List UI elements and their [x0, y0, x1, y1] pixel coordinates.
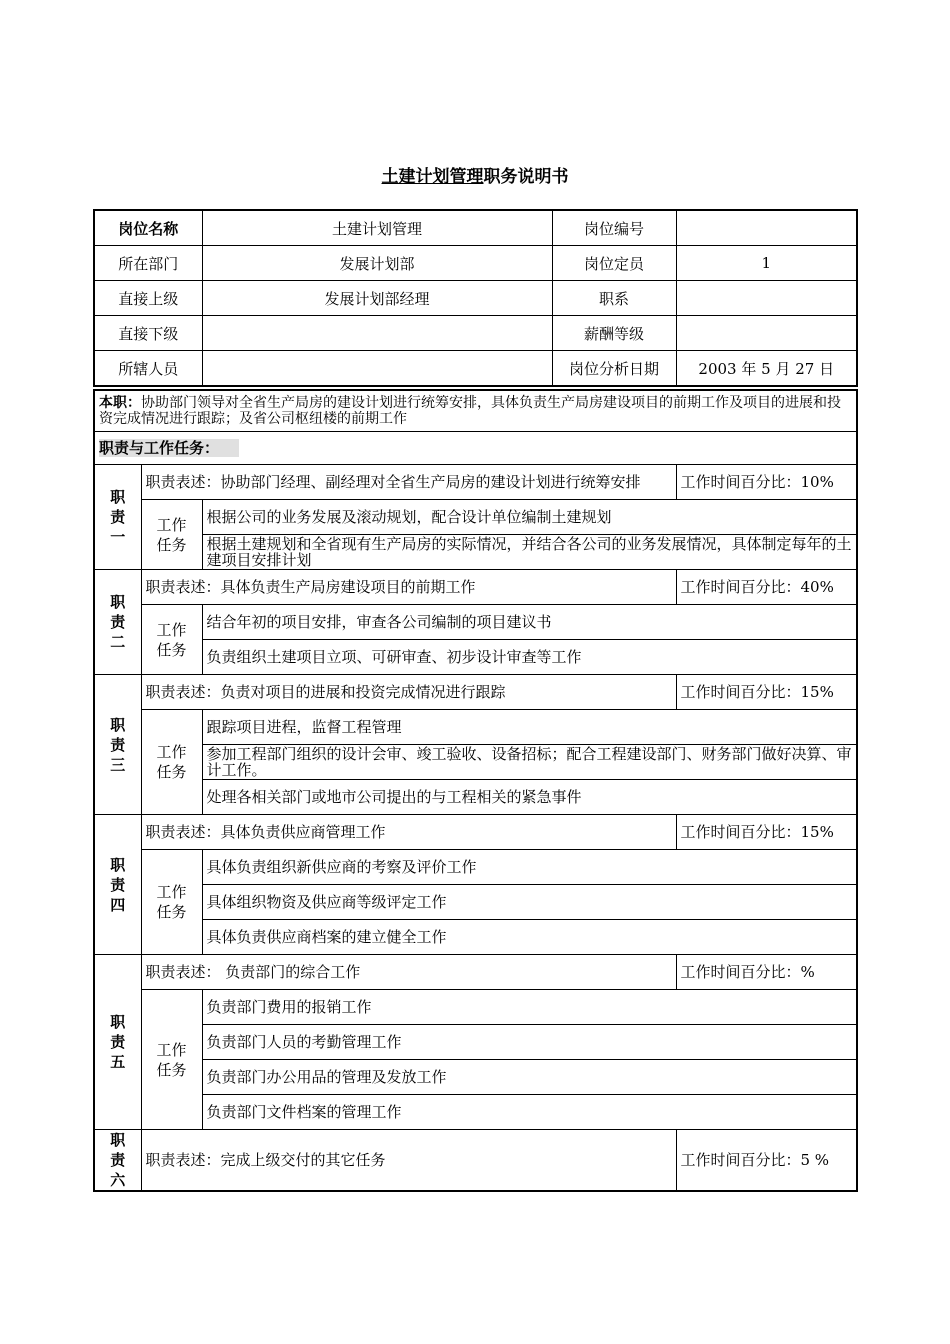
info-row — [94, 316, 857, 351]
title-part1: 土建计划管理 — [381, 167, 484, 187]
info-row — [94, 351, 857, 387]
task-row — [94, 920, 857, 955]
duty-desc-row — [94, 675, 857, 710]
time-percentage: 工作时间百分比：% — [676, 955, 857, 990]
value-department: 发展计划部 — [202, 246, 552, 281]
task-item: 负责部门办公用品的管理及发放工作 — [202, 1060, 857, 1095]
basic-info-table — [93, 209, 858, 387]
task-item: 具体负责组织新供应商的考察及评价工作 — [202, 850, 857, 885]
task-item: 负责部门文件档案的管理工作 — [202, 1095, 857, 1130]
duty-desc-row — [94, 465, 857, 500]
task-row — [94, 885, 857, 920]
time-percentage: 工作时间百分比：15% — [676, 815, 857, 850]
duty-desc-row — [94, 1130, 857, 1192]
time-percentage: 工作时间百分比：15% — [676, 675, 857, 710]
value-job-family — [676, 281, 857, 316]
time-percentage: 工作时间百分比：10% — [676, 465, 857, 500]
label-headcount: 岗位定员 — [552, 246, 676, 281]
duty-description: 职责表述：完成上级交付的其它任务 — [141, 1130, 676, 1192]
duty-description: 职责表述：具体负责供应商管理工作 — [141, 815, 676, 850]
task-row — [94, 1060, 857, 1095]
task-row — [94, 535, 857, 570]
section-header-text: 职责与工作任务： — [99, 439, 239, 457]
duty-label — [94, 570, 141, 675]
section-header-row — [94, 432, 857, 465]
duty-label-text: 职责四 — [110, 855, 126, 914]
task-row — [94, 780, 857, 815]
work-task-label-text: 工作任务 — [156, 743, 187, 781]
work-task-label-text: 工作任务 — [156, 515, 187, 554]
value-headcount: 1 — [676, 246, 857, 281]
task-row — [94, 990, 857, 1025]
summary-cell — [94, 390, 857, 432]
task-item: 跟踪项目进程，监督工程管理 — [202, 710, 857, 745]
summary-row — [94, 390, 857, 432]
task-item: 负责部门费用的报销工作 — [202, 990, 857, 1025]
duty-label-text: 职责二 — [110, 593, 126, 651]
task-item: 结合年初的项目安排，审查各公司编制的项目建议书 — [202, 605, 857, 640]
task-row — [94, 745, 857, 780]
duty-desc-row — [94, 815, 857, 850]
task-item: 根据公司的业务发展及滚动规划，配合设计单位编制土建规划 — [202, 500, 857, 535]
info-row — [94, 246, 857, 281]
duty-desc-row — [94, 955, 857, 990]
value-staff — [202, 351, 552, 387]
duty-description: 职责表述：具体负责生产局房建设项目的前期工作 — [141, 570, 676, 605]
label-position-code: 岗位编号 — [552, 210, 676, 246]
task-item: 根据土建规划和全省现有生产局房的实际情况，并结合各公司的业务发展情况，具体制定每年的土建项目安排计划 — [202, 535, 857, 570]
task-row — [94, 850, 857, 885]
value-supervisor: 发展计划部经理 — [202, 281, 552, 316]
task-item: 处理各相关部门或地市公司提出的与工程相关的紧急事件 — [202, 780, 857, 815]
value-position-name: 土建计划管理 — [202, 210, 552, 246]
value-analysis-date: 2003 年 5 月 27 日 — [676, 351, 857, 387]
work-task-label — [141, 850, 202, 955]
duties-table — [93, 389, 858, 1192]
work-task-label — [141, 990, 202, 1130]
duty-label — [94, 815, 141, 955]
label-staff: 所辖人员 — [94, 351, 202, 387]
work-task-label — [141, 500, 202, 570]
label-subordinates: 直接下级 — [94, 316, 202, 351]
value-pay-grade — [676, 316, 857, 351]
duty-description: 职责表述：协助部门经理、副经理对全省生产局房的建设计划进行统筹安排 — [141, 465, 676, 500]
value-subordinates — [202, 316, 552, 351]
task-row — [94, 605, 857, 640]
duty-label-text: 职责三 — [110, 715, 126, 774]
label-analysis-date: 岗位分析日期 — [552, 351, 676, 387]
summary-label: 本职： — [99, 395, 141, 411]
duty-label-text: 职责一 — [110, 488, 126, 546]
label-pay-grade: 薪酬等级 — [552, 316, 676, 351]
time-percentage: 工作时间百分比：5 % — [676, 1130, 857, 1192]
time-percentage: 工作时间百分比：40% — [676, 570, 857, 605]
duty-label — [94, 955, 141, 1130]
duty-label — [94, 675, 141, 815]
duty-desc-row — [94, 570, 857, 605]
task-item: 具体组织物资及供应商等级评定工作 — [202, 885, 857, 920]
label-job-family: 职系 — [552, 281, 676, 316]
page-title — [0, 162, 950, 187]
work-task-label-text: 工作任务 — [156, 883, 187, 921]
section-header — [94, 432, 857, 465]
task-item: 参加工程部门组织的设计会审、竣工验收、设备招标；配合工程建设部门、财务部门做好决算、审计工作。 — [202, 745, 857, 780]
work-task-label-text: 工作任务 — [156, 1040, 187, 1079]
label-department: 所在部门 — [94, 246, 202, 281]
work-task-label-text: 工作任务 — [156, 620, 187, 659]
task-row — [94, 640, 857, 675]
duty-label — [94, 465, 141, 570]
task-item: 负责组织土建项目立项、可研审查、初步设计审查等工作 — [202, 640, 857, 675]
label-position-name: 岗位名称 — [94, 210, 202, 246]
work-task-label — [141, 710, 202, 815]
task-row — [94, 1025, 857, 1060]
info-row — [94, 281, 857, 316]
summary-text: 协助部门领导对全省生产局房的建设计划进行统筹安排，具体负责生产局房建设项目的前期工作及项目的进展和投资完成情况进行跟踪；及省公司枢纽楼的前期工作 — [99, 395, 841, 427]
work-task-label — [141, 605, 202, 675]
value-position-code — [676, 210, 857, 246]
duty-label-text: 职责六 — [110, 1131, 126, 1189]
task-item: 具体负责供应商档案的建立健全工作 — [202, 920, 857, 955]
label-supervisor: 直接上级 — [94, 281, 202, 316]
duty-description: 职责表述：负责对项目的进展和投资完成情况进行跟踪 — [141, 675, 676, 710]
task-row — [94, 1095, 857, 1130]
duty-label — [94, 1130, 141, 1192]
task-item: 负责部门人员的考勤管理工作 — [202, 1025, 857, 1060]
info-row — [94, 210, 857, 246]
duty-description: 职责表述： 负责部门的综合工作 — [141, 955, 676, 990]
duty-label-text: 职责五 — [110, 1013, 126, 1071]
task-row — [94, 500, 857, 535]
title-part2: 职务说明书 — [483, 167, 569, 187]
task-row — [94, 710, 857, 745]
